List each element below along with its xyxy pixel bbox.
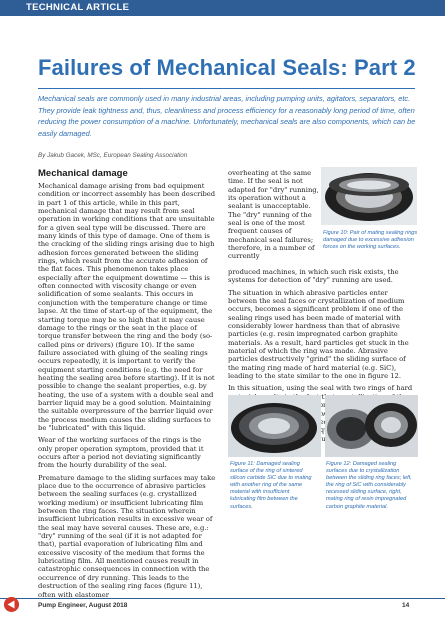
title-divider <box>38 88 415 89</box>
paragraph: Wear of the working surfaces of the rings is the only proper operation symptom, provided that it occurs after a period not deviating significantly from the hourly durability of the seal. <box>38 436 204 470</box>
paragraph: produced machines, in which such risk exists, the systems for detection of "dry" running are used. <box>228 268 399 285</box>
figure-10-caption: Figure 10: Pair of mating sealing rings damaged due to excessive adhesion forces on the working surfaces. <box>323 230 418 251</box>
article-title: Failures of Mechanical Seals: Part 2 <box>38 55 416 80</box>
figure-10-image <box>321 167 417 225</box>
section-heading: Mechanical damage <box>38 168 128 179</box>
article-intro: Mechanical seals are commonly used in many industrial areas, including pumping units, agitators, separators, etc. They provide leak tightness and, thus, cleanliness and process efficiency for a reasonably long period of time, often reducing the power consumption of a machine. Unfortunately, mechanical seals are also components, which can be easily damaged. <box>38 94 416 138</box>
publication-name: Pump Engineer, August 2018 <box>38 602 128 609</box>
section-tag: TECHNICAL ARTICLE <box>26 2 130 13</box>
figure-11-caption: Figure 11: Damaged sealing surface of the ring of sintered silicon carbide SiC due to mating with another ring of the same material with insufficient lubricating film between the surfaces. <box>230 461 312 510</box>
figure-12-caption: Figure 12: Damaged sealing surfaces due to crystallization between the sliding ring faces; left, the ring of SiC with considerably recessed sliding surface, right, mating ring of resin impregnated carbon graphite material. <box>326 461 412 510</box>
left-column <box>38 168 216 603</box>
figure-12-image <box>325 395 418 457</box>
damaged-rings-icon <box>325 395 418 457</box>
sic-ring-icon <box>228 395 321 457</box>
figure-11-image <box>228 395 321 457</box>
paragraph: Premature damage to the sliding surfaces may take place due to the occurrence of abrasive particles between the sealing surfaces (e.g. crystallized working medium) or insufficient lubricating film between the ring faces. The situation wherein insufficient lubrication results in excessive wear of the seal may have several causes. These are, e.g.: "dry" running of the seal (if it is not adapted for that), partial evaporation of lubricating film and excessive viscosity of the medium that forms the lubricating film. All mentioned causes result in catastrophic consequences in connection with the occurrence of dry running. This leads to the destruction of the sealing ring faces (figure 11), often with elastomer <box>38 473 216 599</box>
header-band <box>0 0 445 16</box>
paragraph: The situation in which abrasive particles enter between the seal faces or crystallization of medium occurs, becomes a significant problem if one of the sealing rings used has been made of material with considerably lower hardness than that of abrasive particles (e.g. resin impregnated carbon graphite materials. As a result, hard particles get stuck in the material of which the ring was made. Abrasive particles destructively "grind" the sliding surface of the mating ring made of hard material (e.g. SiC), leading to the state similar to the one in figure 12. <box>228 288 409 381</box>
footer-divider <box>0 598 445 599</box>
publisher-logo-icon <box>4 597 19 612</box>
paragraph: Mechanical damage arising from bad equipment condition or incorrect assembly has been described in part 1 of this article, while in this part, mechanical damage that may result from seal operation in working conditions that are unsuitable for a given seal type will be discussed. There are many kinds of this type of damage. One of them is the cracking of the sliding rings arising due to high adhesion forces generated between the sliding rings, which result from the accurate adhesion of the flat faces. This phenomenon takes place especially after the equipment downtime — this is often connected with viscosity change or even solidification of some sealants. This occurs in conjunction with the temperature change or time lapse. At the time of start-up of the equipment, the starting torque may be so high that it may cause damage to the rings or the seat in the place of torque transfer between the ring and the body (so-called pins or drivers) (figure 10). If the same failure associated with gluing of the sealing rings occurs repeatedly, it is important to verify the equipment starting conditions (e.g. the need for heating the sealing area before starting). If it is not possible to change the sealant properties, e.g. by heating, the use of a system with a double seal and barrier liquid may be a good solution. Maintaining the suitable overpressure of the barrier liquid over the process medium causes the sliding surfaces to be "lubricated" with this liquid. <box>38 182 216 432</box>
page-number: 14 <box>402 602 410 609</box>
right-column-top <box>228 169 323 265</box>
paragraph: overheating at the same time. If the seal is not adapted for "dry" running, its operation without a sealant is unacceptable. The "dry" running of the seal is one of the most frequent causes of mechanical seal failures; therefore, in a number of currently <box>228 169 319 261</box>
seal-rings-icon <box>321 167 417 225</box>
paragraph: In this situation, using the seal with two rings of hard liquid <box>228 384 413 443</box>
article-byline: By Jakub Gacek, MSc, European Sealing Association <box>38 152 188 159</box>
